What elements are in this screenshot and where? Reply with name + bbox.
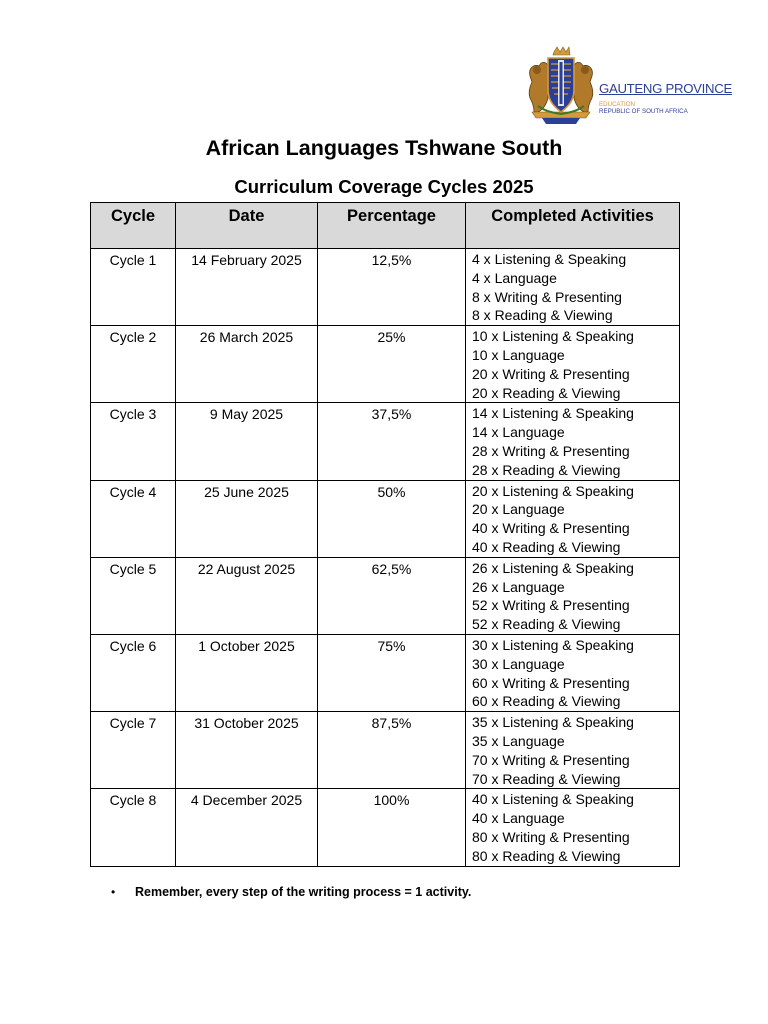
- activity-line: 28 x Reading & Viewing: [472, 461, 621, 478]
- activity-line: 10 x Listening & Speaking: [472, 328, 634, 345]
- cell-cycle: Cycle 8: [91, 789, 176, 866]
- activity-line: 52 x Reading & Viewing: [472, 616, 621, 633]
- activity-line: 60 x Writing & Presenting: [472, 674, 630, 691]
- table-row: [91, 249, 680, 326]
- cell-activities: [466, 249, 680, 326]
- table-row: [91, 557, 680, 634]
- activity-line: 28 x Writing & Presenting: [472, 442, 630, 459]
- activity-line: 20 x Reading & Viewing: [472, 384, 621, 401]
- cell-activities: [466, 480, 680, 557]
- activity-line: 8 x Reading & Viewing: [472, 307, 613, 324]
- activity-line: 26 x Language: [472, 578, 565, 595]
- header-completed-activities: Completed Activities: [466, 203, 680, 249]
- activity-line: 30 x Language: [472, 655, 565, 672]
- table-row: [91, 789, 680, 866]
- bullet-icon: •: [111, 885, 116, 899]
- activity-line: 4 x Listening & Speaking: [472, 251, 627, 267]
- cell-percentage: 12,5%: [318, 249, 466, 326]
- cell-date: 22 August 2025: [176, 557, 318, 634]
- coat-of-arms-icon: [524, 46, 598, 126]
- activity-line: 14 x Language: [472, 424, 565, 441]
- cell-cycle: Cycle 6: [91, 634, 176, 711]
- activity-line: 14 x Listening & Speaking: [472, 405, 634, 422]
- cell-activities: [466, 403, 680, 480]
- activity-line: 52 x Writing & Presenting: [472, 597, 630, 614]
- activity-line: 26 x Listening & Speaking: [472, 559, 634, 576]
- activity-line: 35 x Listening & Speaking: [472, 714, 634, 731]
- activity-line: 70 x Reading & Viewing: [472, 770, 621, 787]
- reminder-note: [111, 885, 471, 899]
- cell-percentage: 75%: [318, 634, 466, 711]
- activity-line: 40 x Listening & Speaking: [472, 791, 634, 808]
- cell-percentage: 62,5%: [318, 557, 466, 634]
- table-row: [91, 712, 680, 789]
- cell-activities: [466, 326, 680, 403]
- activity-line: 8 x Writing & Presenting: [472, 288, 622, 305]
- cell-percentage: 25%: [318, 326, 466, 403]
- table-row: [91, 634, 680, 711]
- activity-line: 40 x Reading & Viewing: [472, 538, 621, 555]
- activity-line: 20 x Writing & Presenting: [472, 365, 630, 382]
- activity-line: 40 x Writing & Presenting: [472, 520, 630, 537]
- cell-activities: [466, 634, 680, 711]
- activity-line: 4 x Language: [472, 269, 557, 286]
- logo-department: EDUCATION: [599, 101, 635, 108]
- header-percentage: Percentage: [318, 203, 466, 249]
- gauteng-province-logo: [524, 46, 732, 126]
- activity-line: 60 x Reading & Viewing: [472, 693, 621, 710]
- logo-province-name: GAUTENG PROVINCE: [599, 81, 732, 96]
- activity-line: 10 x Language: [472, 346, 565, 363]
- cell-activities: [466, 789, 680, 866]
- activity-line: 80 x Reading & Viewing: [472, 847, 621, 864]
- activity-line: 35 x Language: [472, 732, 565, 749]
- coverage-cycles-table: [90, 202, 680, 867]
- logo-country: REPUBLIC OF SOUTH AFRICA: [599, 108, 688, 115]
- activity-line: 70 x Writing & Presenting: [472, 751, 630, 768]
- cell-percentage: 87,5%: [318, 712, 466, 789]
- cell-percentage: 37,5%: [318, 403, 466, 480]
- cell-cycle: Cycle 1: [91, 249, 176, 326]
- table-row: [91, 403, 680, 480]
- document-subtitle: Curriculum Coverage Cycles 2025: [234, 176, 534, 197]
- activity-line: 20 x Listening & Speaking: [472, 482, 634, 499]
- activity-line: 40 x Language: [472, 810, 565, 827]
- activity-line: 20 x Language: [472, 501, 565, 518]
- activity-line: 80 x Writing & Presenting: [472, 828, 630, 845]
- cell-percentage: 50%: [318, 480, 466, 557]
- document-title: African Languages Tshwane South: [205, 136, 563, 160]
- activity-line: 30 x Listening & Speaking: [472, 636, 634, 653]
- header-cycle: Cycle: [91, 203, 176, 249]
- cell-cycle: Cycle 3: [91, 403, 176, 480]
- table-header-row: [91, 203, 680, 249]
- cell-date: 1 October 2025: [176, 634, 318, 711]
- cell-cycle: Cycle 4: [91, 480, 176, 557]
- cell-date: 4 December 2025: [176, 789, 318, 866]
- cell-activities: [466, 557, 680, 634]
- table-row: [91, 480, 680, 557]
- cell-date: 14 February 2025: [176, 249, 318, 326]
- cell-percentage: 100%: [318, 789, 466, 866]
- header-date: Date: [176, 203, 318, 249]
- cell-date: 25 June 2025: [176, 480, 318, 557]
- table-body: [91, 249, 680, 867]
- reminder-text: Remember, every step of the writing process = 1 activity.: [135, 885, 472, 899]
- cell-cycle: Cycle 2: [91, 326, 176, 403]
- cell-date: 31 October 2025: [176, 712, 318, 789]
- cell-date: 26 March 2025: [176, 326, 318, 403]
- cell-date: 9 May 2025: [176, 403, 318, 480]
- cell-cycle: Cycle 5: [91, 557, 176, 634]
- cell-activities: [466, 712, 680, 789]
- cell-cycle: Cycle 7: [91, 712, 176, 789]
- table-row: [91, 326, 680, 403]
